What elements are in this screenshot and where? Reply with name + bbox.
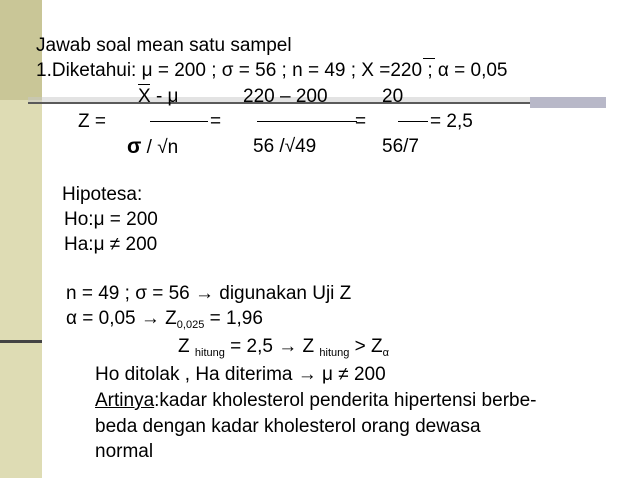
formula-num2: 220 – 200 [243, 86, 328, 107]
formula-num1: X - μ [138, 86, 179, 107]
fraction-bar-3 [398, 121, 428, 122]
fraction-bar-1 [150, 121, 208, 122]
conclusion-line-4: normal [95, 441, 154, 462]
given-line: 1.Diketahui: μ = 200 ; σ = 56 ; n = 49 ; X =220 ; α = 0,05 [36, 60, 508, 81]
x-bar-formula [138, 84, 150, 85]
sidebar-tick [0, 340, 42, 343]
formula-den3: 56/7 [382, 136, 419, 157]
fraction-bar-2 [257, 121, 357, 122]
test-line-3-sub2: hitung [319, 347, 350, 359]
hypothesis-heading: Hipotesa: [62, 184, 143, 205]
formula-eq1: = [210, 111, 222, 132]
test-line-3-c: > Z [349, 336, 383, 357]
sigma-symbol: σ [127, 135, 142, 158]
test-line-3-a: Z [178, 336, 195, 357]
formula-eq2: = [355, 111, 367, 132]
hypothesis-h0: Ho:μ = 200 [64, 209, 158, 230]
test-line-1: n = 49 ; σ = 56 → digunakan Uji Z [66, 283, 352, 304]
conclusion-line-1: Ho ditolak , Ha diterima → μ ≠ 200 [95, 364, 386, 385]
formula-num3: 20 [382, 86, 404, 107]
x-bar-given [423, 58, 435, 59]
formula-den2: 56 /√49 [253, 136, 317, 157]
slide-title: Jawab soal mean satu sampel [36, 35, 292, 56]
conclusion-line-2 [95, 390, 536, 412]
formula-den1-rest: / √n [141, 137, 179, 158]
test-line-2-sub: 0,025 [176, 319, 205, 331]
formula-lhs: Z = [78, 111, 106, 132]
conclusion-line-3: beda dengan kadar kholesterol orang dewasa [95, 416, 481, 437]
hypothesis-ha: Ha:μ ≠ 200 [64, 234, 158, 255]
test-line-3-b: = 2,5 → Z [224, 336, 320, 357]
test-line-3-sub1: hitung [194, 347, 225, 359]
test-line-2-b: = 1,96 [204, 308, 263, 329]
test-line-2 [66, 308, 263, 336]
formula-result: = 2,5 [430, 111, 473, 132]
test-line-2-a: α = 0,05 → Z [66, 308, 177, 329]
test-line-3 [178, 336, 389, 364]
artinya-text: :kadar kholesterol penderita hipertensi berbe- [154, 390, 537, 411]
artinya-label: Artinya [95, 390, 155, 411]
divider-accent [530, 97, 606, 108]
formula-den1 [127, 136, 178, 159]
test-line-3-sub3: α [382, 347, 389, 359]
